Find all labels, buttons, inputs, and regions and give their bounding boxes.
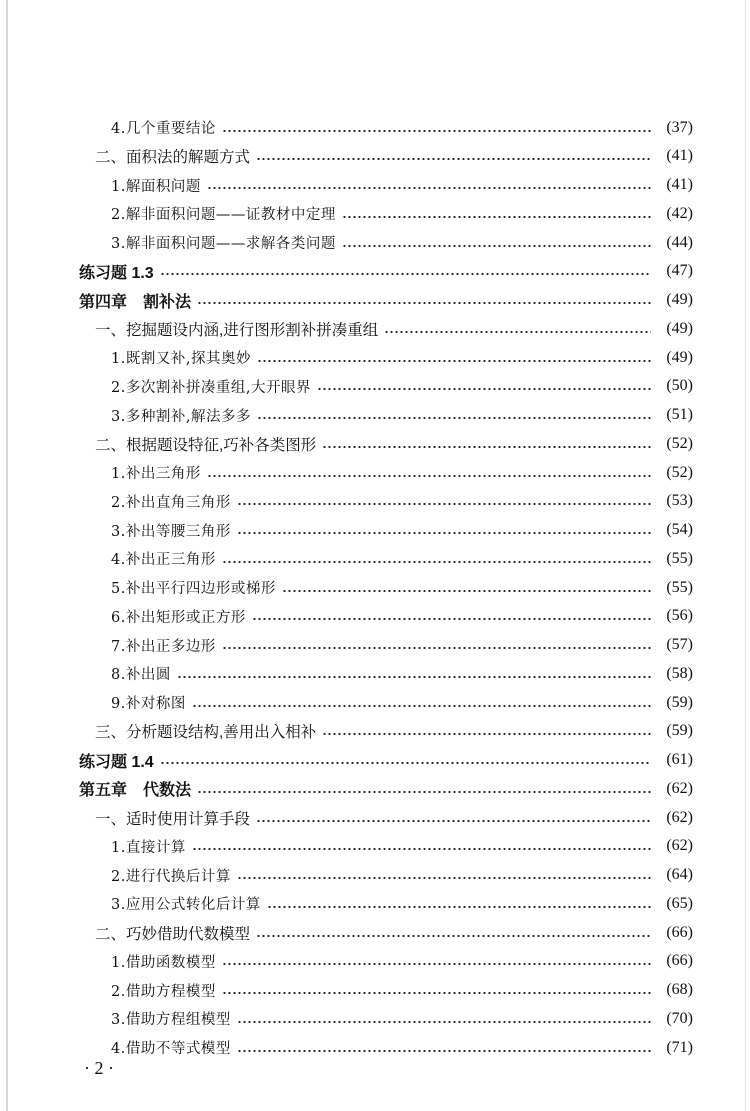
toc-entry [111, 889, 693, 918]
toc-entry-title: 5.补出平行四边形或梯形 [111, 581, 276, 597]
toc-entry-title: 二、巧妙借助代数模型 [95, 925, 251, 943]
toc-entry [111, 659, 693, 688]
toc-entry [111, 947, 693, 976]
toc-entry-page: (49) [666, 291, 693, 308]
toc-entry-title: 3.多种割补,解法多多 [111, 408, 251, 425]
toc-entry-title: 练习题 1.3 [79, 264, 154, 282]
toc-entry-title: 4.借助不等式模型 [111, 1041, 231, 1057]
toc-entry-title: 7.补出正多边形 [111, 638, 216, 655]
toc-entry-title: 2.多次割补拼凑重组,大开眼界 [111, 379, 311, 396]
dot-leader [237, 503, 651, 505]
toc-entry [111, 544, 693, 573]
toc-entry [111, 1033, 693, 1062]
toc-entry-title: 8.补出圆 [111, 667, 171, 684]
toc-entry [111, 602, 693, 631]
page-edge-left [6, 0, 8, 1111]
toc-entry [79, 746, 693, 775]
toc-entry-title: 3.补出等腰三角形 [111, 523, 231, 540]
toc-entry-title: 2.补出直角三角形 [111, 494, 231, 511]
toc-entry-page: (41) [666, 147, 693, 165]
toc-entry [111, 573, 693, 602]
toc-entry-page: (61) [666, 751, 693, 768]
toc-entry-title: 二、面积法的解题方式 [95, 149, 251, 167]
toc-entry-title: 6.补出矩形或正方形 [111, 609, 246, 626]
toc-entry-page: (59) [666, 693, 693, 711]
toc-entry-title: 3.借助方程组模型 [111, 1012, 231, 1029]
dot-leader [237, 877, 651, 879]
toc-entry-page: (49) [666, 319, 693, 337]
dot-leader [257, 417, 651, 419]
toc-entry-page: (47) [666, 262, 693, 280]
toc-entry-title: 3.解非面积问题——求解各类问题 [111, 236, 336, 252]
toc-entry [111, 832, 693, 861]
toc-entry-title: 4.补出正三角形 [111, 552, 216, 569]
toc-entry-title: 第五章 代数法 [79, 782, 192, 800]
toc-entry-title: 1.既割又补,探其奥妙 [111, 351, 251, 367]
toc-entry-title: 4.几个重要结论 [111, 121, 216, 137]
toc-entry [111, 228, 693, 257]
toc-entry-title: 第四章 割补法 [79, 293, 192, 311]
toc-entry-page: (62) [666, 808, 693, 826]
toc-entry [111, 401, 693, 430]
dot-leader [322, 733, 651, 735]
toc-entry-page: (37) [666, 118, 693, 136]
toc-entry-title: 9.补对称图 [111, 696, 186, 712]
toc-entry [95, 803, 693, 832]
toc-entry [111, 343, 693, 372]
page-edge-right [745, 0, 746, 1111]
dot-leader [256, 820, 651, 822]
toc-entry-title: 三、分析题设结构,善用出入相补 [95, 724, 317, 742]
toc-entry [111, 372, 693, 401]
toc-entry-page: (66) [666, 952, 693, 970]
toc-entry [111, 113, 693, 142]
dot-leader [207, 475, 651, 477]
dot-leader [256, 158, 651, 160]
dot-leader [252, 618, 651, 620]
toc-entry-page: (55) [666, 578, 693, 596]
dot-leader [257, 360, 651, 362]
toc-entry-title: 一、适时使用计算手段 [95, 810, 251, 828]
toc-entry [111, 631, 693, 660]
dot-leader [222, 130, 651, 132]
toc-entry-title: 二、根据题设特征,巧补各类图形 [95, 436, 317, 454]
dot-leader [197, 302, 651, 304]
toc-entry-page: (49) [666, 348, 693, 366]
toc-entry-page: (58) [666, 664, 693, 682]
toc-entry [79, 286, 693, 315]
toc-entry-title: 2.进行代换后计算 [111, 868, 231, 885]
dot-leader [282, 590, 651, 592]
toc-entry-page: (54) [666, 521, 693, 538]
dot-leader [256, 935, 651, 937]
toc-entry [111, 199, 693, 228]
toc-entry [79, 774, 693, 803]
toc-entry-page: (56) [666, 607, 693, 625]
toc-entry-page: (50) [666, 377, 693, 395]
toc-entry-page: (64) [666, 866, 693, 883]
dot-leader [192, 705, 651, 707]
toc-entry-page: (55) [666, 549, 693, 567]
toc-entry [111, 487, 693, 516]
toc-entry [111, 976, 693, 1005]
page-number: · 2 · [84, 1058, 114, 1078]
dot-leader [177, 676, 651, 678]
toc-entry-title: 一、挖掘题设内涵,进行图形割补拼凑重组 [95, 321, 379, 339]
dot-leader [222, 992, 651, 994]
toc-entry-page: (62) [666, 779, 693, 797]
toc-entry [111, 688, 693, 717]
toc-entry-page: (68) [666, 981, 693, 998]
toc-entry-page: (52) [666, 434, 693, 452]
dot-leader [222, 963, 651, 965]
toc-entry [111, 516, 693, 545]
toc-entry-page: (57) [666, 636, 693, 653]
dot-leader [237, 1021, 651, 1023]
toc-entry-page: (44) [666, 233, 693, 251]
dot-leader [237, 1050, 651, 1052]
dot-leader [342, 245, 651, 247]
toc-entry-page: (51) [666, 406, 693, 423]
dot-leader [384, 331, 651, 333]
toc-entry-page: (42) [666, 204, 693, 222]
toc-entry [95, 142, 693, 171]
toc-entry-page: (53) [666, 492, 693, 510]
dot-leader [267, 906, 651, 908]
dot-leader [237, 532, 651, 534]
toc-entry-page: (70) [666, 1009, 693, 1027]
dot-leader [317, 388, 651, 390]
toc-entry-title: 1.直接计算 [111, 839, 186, 856]
toc-entry-page: (65) [666, 894, 693, 912]
toc-entry-title: 1.补出三角形 [111, 466, 201, 482]
dot-leader [322, 446, 651, 448]
toc-entry-page: (71) [666, 1038, 693, 1056]
toc-entry [95, 717, 693, 746]
toc-entry-title: 2.借助方程模型 [111, 983, 216, 1000]
dot-leader [207, 187, 651, 189]
dot-leader [197, 791, 651, 793]
toc-entry-page: (66) [666, 923, 693, 941]
toc-entry-title: 1.借助函数模型 [111, 954, 216, 971]
dot-leader [160, 273, 651, 275]
toc-entry-title: 3.应用公式转化后计算 [111, 897, 261, 914]
toc-entry [111, 458, 693, 487]
toc-entry-title: 练习题 1.4 [79, 753, 154, 771]
dot-leader [222, 561, 651, 563]
dot-leader [160, 762, 651, 764]
toc-entry [111, 861, 693, 890]
toc-entry [111, 171, 693, 200]
toc-entry [95, 918, 693, 947]
toc-entry [95, 314, 693, 343]
toc-entry [79, 257, 693, 286]
dot-leader [192, 848, 651, 850]
toc-entry-page: (52) [666, 463, 693, 481]
dot-leader [222, 647, 651, 649]
toc-entry [111, 1004, 693, 1033]
dot-leader [342, 216, 651, 218]
toc-entry [95, 429, 693, 458]
toc-entry-title: 2.解非面积问题——证教材中定理 [111, 207, 336, 224]
toc-entry-page: (59) [666, 722, 693, 740]
toc-entry-page: (41) [666, 176, 693, 193]
toc-entry-page: (62) [666, 837, 693, 855]
toc-entry-title: 1.解面积问题 [111, 178, 201, 195]
